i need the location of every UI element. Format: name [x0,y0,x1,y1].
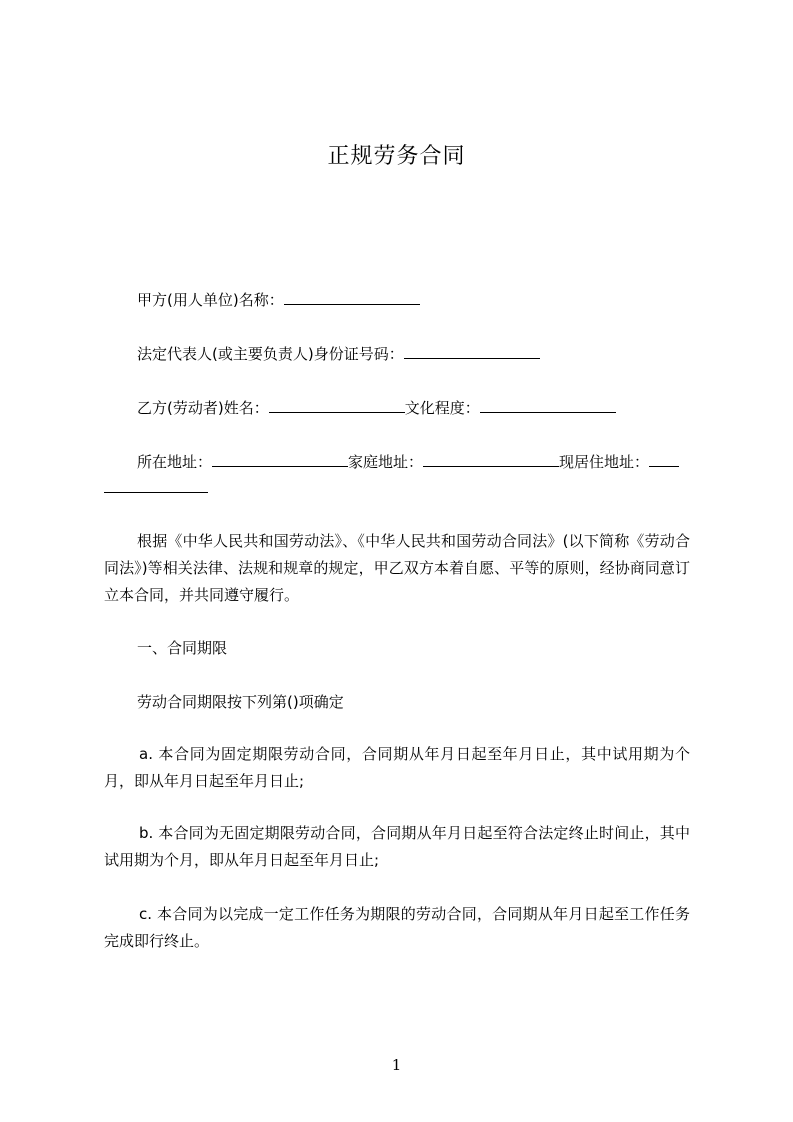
education-blank [480,398,616,413]
party-b-field [137,398,616,418]
item-c: c. 本合同为以完成一定工作任务为期限的劳动合同，合同期从年月日起至工作任务完成即行终止。 [104,905,690,950]
residence-blank-continuation [104,478,208,498]
section-1-intro: 劳动合同期限按下列第()项确定 [137,693,344,711]
party-a-label: 甲方(用人单位)名称： [137,291,284,309]
party-b-blank [269,398,405,413]
legal-rep-label: 法定代表人(或主要负责人)身份证号码： [137,345,404,363]
address-field [137,452,679,472]
home-blank [423,452,559,467]
legal-rep-field [137,344,540,364]
section-1-heading: 一、合同期限 [137,639,228,657]
location-label: 所在地址： [137,453,213,471]
location-blank [212,452,348,467]
party-a-blank [284,290,420,305]
party-a-field [137,290,420,310]
item-a: a. 本合同为固定期限劳动合同，合同期从年月日起至年月日止，其中试用期为个月，即从年月日起至年月日止; [104,745,690,790]
page-number: 1 [391,1056,402,1074]
preamble-paragraph: 根据《中华人民共和国劳动法》、《中华人民共和国劳动合同法》(以下简称《劳动合同法》)等相关法律、法规和规章的规定，甲乙双方本着自愿、平等的原则，经协商同意订立本合同，并共同遵守履行。 [104,532,690,604]
legal-rep-blank [404,344,540,359]
residence-blank [649,452,679,467]
home-label: 家庭地址： [348,453,424,471]
education-label: 文化程度： [404,399,480,417]
residence-blank-2 [104,478,208,493]
party-b-label: 乙方(劳动者)姓名： [137,399,269,417]
document-title: 正规劳务合同 [327,144,466,169]
residence-label: 现居住地址： [559,453,650,471]
item-b: b. 本合同为无固定期限劳动合同，合同期从年月日起至符合法定终止时间止，其中试用期为个月，即从年月日起至年月日止; [104,824,690,869]
